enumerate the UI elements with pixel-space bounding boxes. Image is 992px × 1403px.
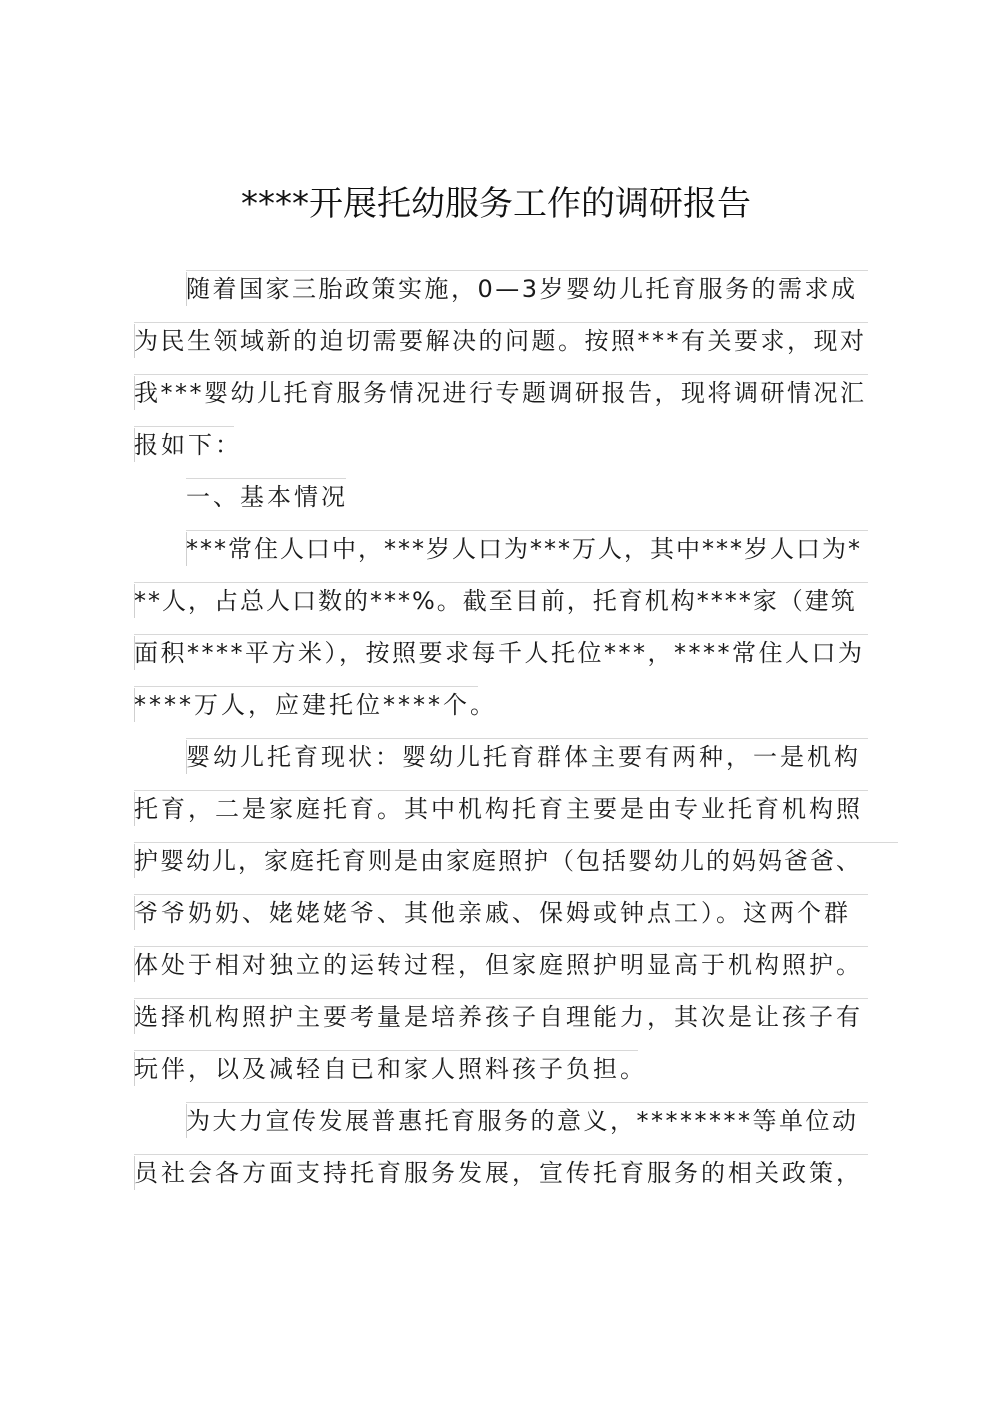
body-line: **人，占总人口数的***%。截至目前，托育机构****家（建筑	[134, 587, 857, 615]
body-line: 员社会各方面支持托育服务发展，宣传托育服务的相关政策，	[134, 1159, 863, 1187]
document-title: ****开展托幼服务工作的调研报告	[241, 184, 751, 224]
body-line: 婴幼儿托育现状：婴幼儿托育群体主要有两种，一是机构	[186, 743, 861, 771]
body-line: 为民生领域新的迫切需要解决的问题。按照***有关要求，现对	[134, 327, 867, 355]
body-line: 报如下：	[134, 431, 242, 459]
section-heading: 一、基本情况	[186, 483, 348, 511]
body-line: 托育，二是家庭托育。其中机构托育主要是由专业托育机构照	[134, 795, 863, 823]
body-line: 为大力宣传发展普惠托育服务的意义，********等单位动	[186, 1107, 859, 1135]
body-line: 爷爷奶奶、姥姥姥爷、其他亲戚、保姆或钟点工）。这两个群	[134, 899, 851, 927]
body-line: 选择机构照护主要考量是培养孩子自理能力，其次是让孩子有	[134, 1003, 863, 1031]
body-line: 体处于相对独立的运转过程，但家庭照护明显高于机构照护。	[134, 951, 863, 979]
body-line: 随着国家三胎政策实施，0—3岁婴幼儿托育服务的需求成	[186, 275, 858, 303]
body-line: ****万人，应建托位****个。	[134, 691, 497, 719]
body-line: 面积****平方米），按照要求每千人托位***，****常住人口为	[134, 639, 865, 667]
body-line: ***常住人口中，***岁人口为***万人，其中***岁人口为*	[186, 535, 862, 563]
body-line: 我***婴幼儿托育服务情况进行专题调研报告，现将调研情况汇	[134, 379, 867, 407]
body-line: 玩伴，以及减轻自已和家人照料孩子负担。	[134, 1055, 647, 1083]
body-line: 护婴幼儿，家庭托育则是由家庭照护（包括婴幼儿的妈妈爸爸、	[134, 847, 862, 875]
